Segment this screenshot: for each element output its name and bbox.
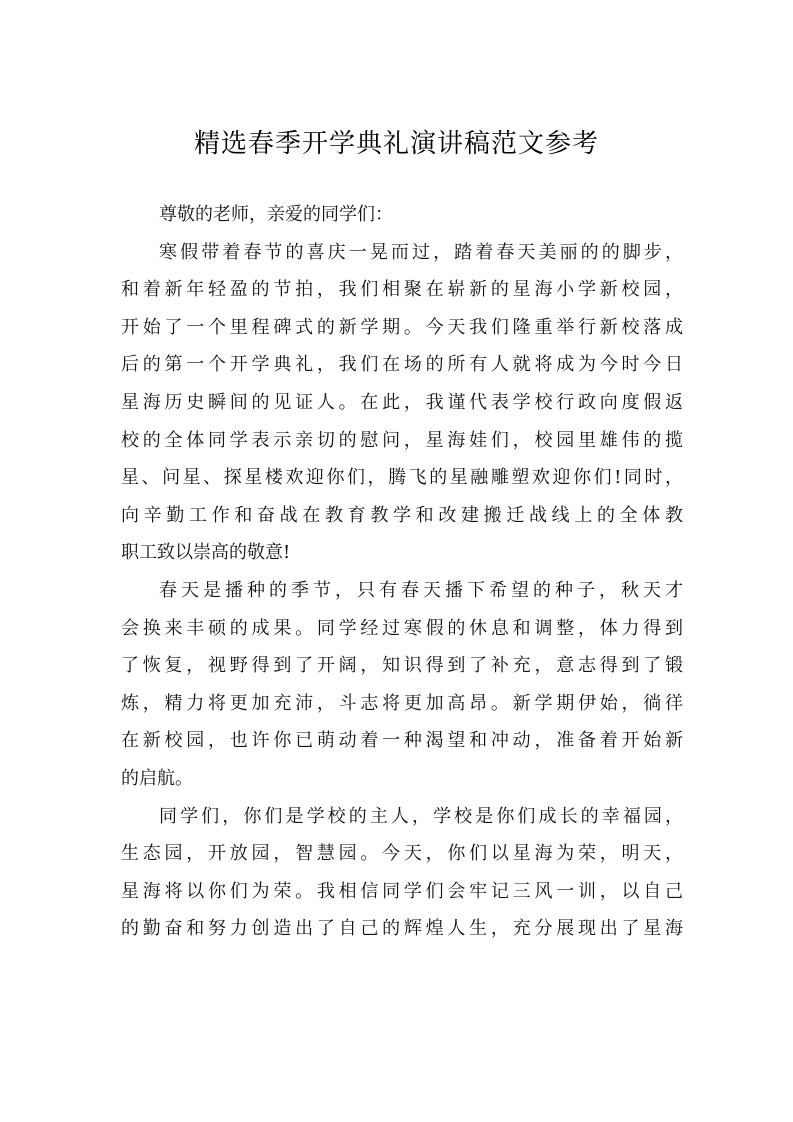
text-line: 星海将以你们为荣。我相信同学们会牢记三风一训，以自己 [121, 880, 683, 902]
document-body [121, 196, 683, 948]
text-line: 尊敬的老师，亲爱的同学们： [159, 204, 393, 225]
text-line: 的启航。 [121, 767, 193, 789]
text-line: 生态园，开放园，智慧园。今天，你们以星海为荣，明天， [121, 843, 683, 865]
text-line: 炼，精力将更加充沛，斗志将更加高昂。新学期伊始，徜徉 [121, 692, 683, 714]
text-line: 职工致以崇高的敬意! [121, 542, 291, 564]
text-line: 的勤奋和努力创造出了自己的辉煌人生，充分展现出了星海 [121, 918, 683, 940]
text-line: 向辛勤工作和奋战在教育教学和改建搬迁战线上的全体教 [121, 504, 683, 526]
document-title: 精选春季开学典礼演讲稿范文参考 [193, 129, 599, 159]
text-line: 后的第一个开学典礼，我们在场的所有人就将成为今时今日 [121, 354, 683, 376]
text-line: 同学们，你们是学校的主人，学校是你们成长的幸福园， [159, 805, 683, 827]
text-line: 会换来丰硕的成果。同学经过寒假的休息和调整，体力得到 [121, 617, 683, 639]
text-line: 寒假带着春节的喜庆一晃而过，踏着春天美丽的的脚步， [159, 241, 683, 263]
text-line: 星海历史瞬间的见证人。在此，我谨代表学校行政向度假返 [121, 391, 683, 413]
text-line: 了恢复，视野得到了开阔，知识得到了补充，意志得到了锻 [121, 655, 683, 677]
text-line: 星、问星、探星楼欢迎你们，腾飞的星融雕塑欢迎你们!同时， [121, 467, 683, 489]
text-line: 春天是播种的季节，只有春天播下希望的种子，秋天才 [159, 579, 683, 601]
text-line: 和着新年轻盈的节拍，我们相聚在崭新的星海小学新校园， [121, 279, 683, 301]
text-line: 校的全体同学表示亲切的慰问，星海娃们，校园里雄伟的揽 [121, 429, 683, 451]
text-line: 在新校园，也许你已萌动着一种渴望和冲动，准备着开始新 [121, 730, 683, 752]
text-line: 开始了一个里程碑式的新学期。今天我们隆重举行新校落成 [121, 316, 683, 338]
